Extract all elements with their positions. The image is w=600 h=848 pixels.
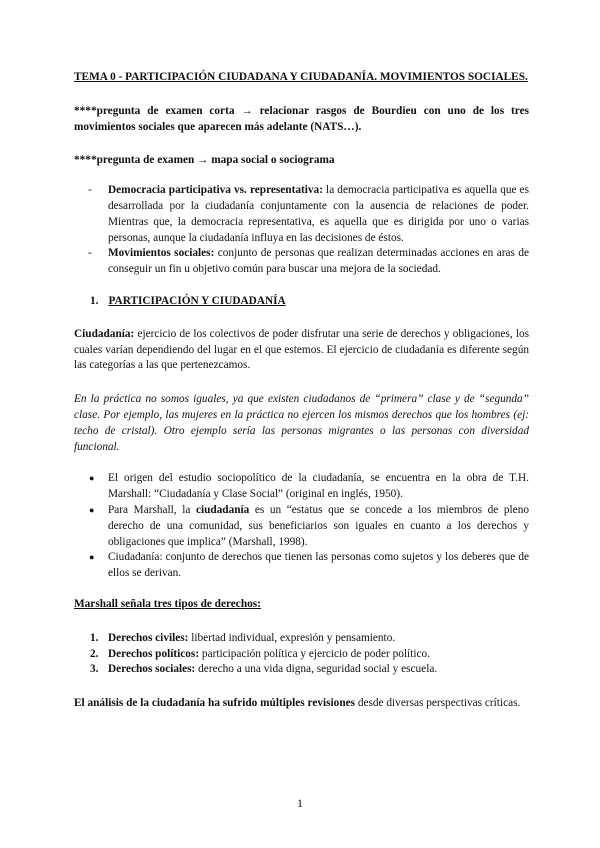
definition-term: Movimientos sociales: (108, 247, 215, 260)
bullet-bold-term: ciudadanía (195, 503, 250, 516)
bullet-mark: ● (89, 504, 95, 515)
list-item (74, 183, 529, 246)
dash-mark: - (88, 184, 92, 197)
definition-term: Ciudadanía: (74, 327, 135, 340)
bullet-text: Para Marshall, la (108, 503, 196, 516)
list-number: 2. (90, 647, 99, 660)
final-bold: El análisis de la ciudadanía ha sufrido múltiples revisiones (74, 697, 356, 710)
list-item (74, 631, 529, 647)
exam-note-short: ****pregunta de examen corta → relacionar rasgos de Bourdieu con uno de los tres movimientos sociales que aparecen más adelante (NATS…). (74, 104, 529, 133)
right-text: libertad individual, expresión y pensamiento. (188, 631, 396, 644)
bullet-mark: ● (89, 473, 95, 484)
list-item (74, 550, 529, 582)
bullet-mark: ● (89, 552, 95, 563)
italic-paragraph: En la práctica no somos iguales, ya que existen ciudadanos de “primera” clase y de “segunda” clase. Por ejemplo, las mujeres en la práctica no ejercen los mismos derechos que los hombres (ej: techo de cristal). Otro ejemplo sería las personas migrantes o las personas con diversidad funcional. (74, 393, 529, 453)
dash-mark: - (88, 247, 92, 260)
right-text: participación política y ejercicio de poder político. (199, 647, 430, 660)
rights-list (74, 631, 529, 678)
definition-text: la democracia participativa es aquella que es desarrollada por la ciudadanía conjuntamente con la ausencia de relaciones de poder. Mientras que, la democracia representativa, es aquella que es dirigida por uno o varias personas, aunque la ciudadanía influya en las decisiones de éstos. (108, 184, 529, 244)
exam-note-sociogram: ****pregunta de examen → mapa social o sociograma (74, 154, 335, 167)
bullet-text: El origen del estudio sociopolítico de la ciudadanía, se encuentra en la obra de T.H. Marshall: “Ciudadanía y Clase Social” (original en inglés, 1950). (108, 472, 529, 501)
list-number: 1. (90, 631, 99, 644)
list-item (74, 503, 529, 550)
right-term: Derechos sociales: (108, 663, 196, 676)
list-item (74, 246, 529, 278)
right-text: derecho a una vida digna, seguridad social y escuela. (195, 663, 438, 676)
definition-term: Democracia participativa vs. representativa: (108, 184, 323, 197)
final-paragraph (74, 696, 529, 712)
section-label: PARTICIPACIÓN Y CIUDADANÍA (108, 294, 286, 307)
list-item (74, 471, 529, 503)
document-page (74, 70, 529, 712)
bullet-list (74, 471, 529, 582)
list-item (74, 647, 529, 663)
final-text: desde diversas perspectivas críticas. (355, 697, 521, 710)
ciudadania-definition (74, 327, 529, 374)
page-number: 1 (297, 796, 303, 810)
marshall-heading: Marshall señala tres tipos de derechos: (74, 597, 261, 610)
list-item (74, 662, 529, 678)
right-term: Derechos civiles: (108, 631, 189, 644)
list-number: 3. (90, 663, 99, 676)
bullet-text: Ciudadanía: conjunto de derechos que tienen las personas como sujetos y los deberes que de ellos se derivan. (108, 551, 529, 580)
definition-text: ejercicio de los colectivos de poder disfrutar una serie de derechos y obligaciones, los cuales varían dependiendo del lugar en el que estemos. El ejercicio de ciudadanía es diferente según las categorías a las que pertenezcamos. (74, 327, 529, 372)
document-title: TEMA 0 - PARTICIPACIÓN CIUDADANA Y CIUDADANÍA. MOVIMIENTOS SOCIALES. (74, 71, 528, 83)
section-heading (74, 294, 529, 310)
definitions-list (74, 183, 529, 278)
bullet-text: es un “estatus que se concede a los miembros de pleno derecho de una comunidad, sus beneficiarios son iguales en cuanto a los derechos y obligaciones que implica” (Marshall, 1998). (108, 503, 529, 548)
definition-text: conjunto de personas que realizan determinadas acciones en aras de conseguir un fin u objetivo común para buscar una mejora de la sociedad. (108, 247, 529, 276)
right-term: Derechos políticos: (108, 647, 200, 660)
section-number: 1. (90, 294, 99, 307)
